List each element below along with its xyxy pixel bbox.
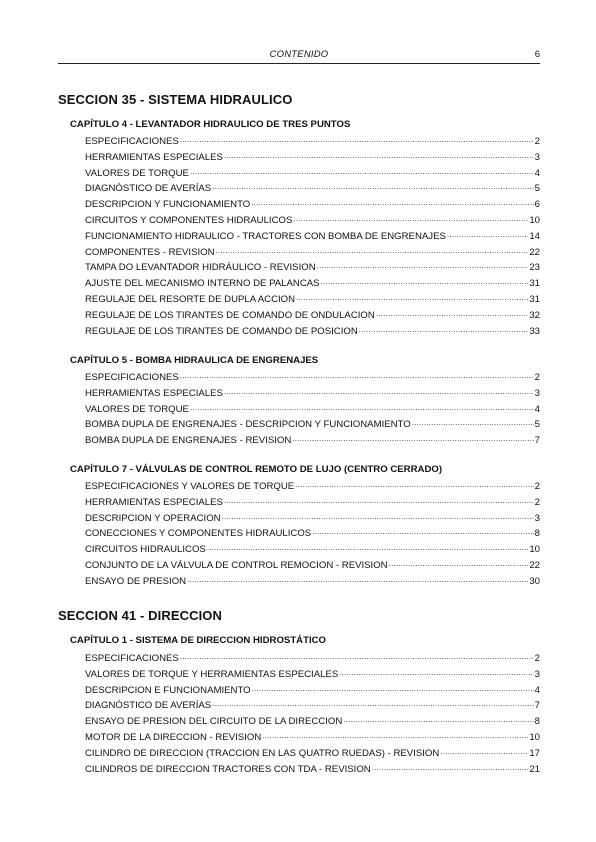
header-title: CONTENIDO [269, 49, 329, 60]
toc-entry-page: 22 [529, 246, 540, 258]
toc-entry-page: 2 [534, 372, 540, 383]
toc-entry-label: HERRAMIENTAS ESPECIALES [85, 151, 223, 163]
dot-leader [252, 683, 534, 694]
toc-entry-label: CIRCUITOS Y COMPONENTES HIDRAULICOS [85, 214, 293, 226]
dot-leader [389, 558, 529, 569]
dot-leader [224, 495, 534, 506]
toc-entry-label: MOTOR DE LA DIRECCION - REVISION [85, 731, 262, 743]
toc-entry-page: 7 [534, 700, 540, 712]
toc-entry-label: ESPECIFICACIONES Y VALORES DE TORQUE [85, 481, 295, 492]
dot-leader [224, 150, 534, 161]
toc-entry-page: 2 [534, 496, 540, 508]
toc-entry[interactable] [85, 435, 540, 451]
toc-entry-page: 5 [534, 183, 540, 195]
toc-entry-page: 2 [534, 136, 540, 147]
chapter-title-35-7: CAPÍTULO 7 - VÁLVULAS DE CONTROL REMOTO DE LUJO (CENTRO CERRADO) [70, 464, 443, 475]
chapter-title-41-1: CAPÍTULO 1 - SISTEMA DE DIRECCION HIDROSTÁTICO [70, 635, 327, 646]
toc-entry-label: VALORES DE TORQUE [85, 167, 189, 179]
toc-entry-label: BOMBA DUPLA DE ENGRENAJES - REVISION [85, 435, 292, 447]
page-number: 6 [534, 49, 540, 60]
dot-leader [372, 762, 529, 773]
toc-entry-label: ESPECIFICACIONES [85, 653, 179, 664]
toc-entry-label: CONJUNTO DE LA VÁLVULA DE CONTROL REMOCION - REVISION [85, 559, 388, 571]
toc-entry-label: HERRAMIENTAS ESPECIALES [85, 496, 223, 508]
toc-entry-label: CILINDRO DE DIRECCION (TRACCION EN LAS QUATRO RUEDAS) - REVISION [85, 747, 440, 759]
toc-entry-page: 3 [534, 512, 540, 524]
toc-entry-page: 3 [534, 668, 540, 680]
dot-leader [343, 714, 533, 725]
toc-entry-page: 32 [529, 309, 540, 321]
dot-leader [312, 526, 533, 537]
toc-entry-label: CILINDROS DE DIRECCION TRACTORES CON TDA - REVISION [85, 763, 371, 775]
toc-entry-page: 10 [529, 731, 540, 743]
toc-entry-label: DIAGNÓSTICO DE AVERÍAS [85, 700, 212, 712]
toc-entry-label: CONECCIONES Y COMPONENTES HIDRAULICOS [85, 528, 312, 540]
dot-leader [190, 402, 534, 413]
toc-entry-label: REGULAJE DEL RESORTE DE DUPLA ACCION [85, 293, 296, 305]
dot-leader [321, 276, 529, 287]
dot-leader [376, 308, 529, 319]
dot-leader [190, 166, 534, 177]
dot-leader [296, 292, 528, 303]
toc-entry-page: 5 [534, 419, 540, 431]
toc-entry-label: CIRCUITOS HIDRAULICOS [85, 544, 206, 556]
page-header [58, 47, 540, 64]
toc-entry-label: COMPONENTES - REVISION [85, 246, 215, 258]
toc-entry-label: VALORES DE TORQUE Y HERRAMIENTAS ESPECIALES [85, 668, 339, 680]
toc-entry-page: 2 [534, 653, 540, 664]
dot-leader [207, 542, 529, 553]
dot-leader [187, 574, 528, 585]
dot-leader [447, 229, 528, 240]
toc-entry-page: 23 [529, 262, 540, 274]
dot-leader [222, 511, 534, 522]
dot-leader [212, 181, 533, 192]
dot-leader [359, 324, 529, 335]
toc-entry-page: 2 [534, 481, 540, 492]
toc-entry-page: 10 [529, 214, 540, 226]
toc-entry-label: DESCRIPCION Y FUNCIONAMIENTO [85, 199, 251, 211]
toc-entry-label: BOMBA DUPLA DE ENGRENAJES - DESCRIPCION Y FUNCIONAMIENTO [85, 419, 411, 431]
toc-entry-label: TAMPA DO LEVANTADOR HIDRÁULICO - REVISION [85, 262, 316, 274]
dot-leader [212, 698, 533, 709]
toc-entry[interactable] [85, 576, 540, 592]
toc-entry-page: 6 [534, 199, 540, 211]
toc-entry-page: 14 [529, 230, 540, 242]
dot-leader [180, 134, 534, 145]
toc-entry-page: 7 [534, 435, 540, 447]
dot-leader [292, 433, 533, 444]
toc-entry-page: 10 [529, 544, 540, 556]
toc-entry-label: HERRAMIENTAS ESPECIALES [85, 387, 223, 399]
section-title-35: SECCION 35 - SISTEMA HIDRAULICO [58, 92, 293, 107]
dot-leader [339, 667, 533, 678]
toc-entry-page: 31 [529, 278, 540, 290]
section-title-41: SECCION 41 - DIRECCION [58, 608, 223, 623]
toc-entry-label: DESCRIPCION Y OPERACION [85, 512, 221, 524]
dot-leader [251, 197, 533, 208]
toc-entry-page: 8 [534, 716, 540, 728]
dot-leader [440, 746, 528, 757]
toc-entry-label: ENSAYO DE PRESION [85, 575, 187, 587]
toc-entry-page: 3 [534, 151, 540, 163]
toc-entry-page: 17 [529, 747, 540, 759]
toc-entry-page: 30 [529, 575, 540, 587]
toc-entry-page: 33 [529, 325, 540, 337]
dot-leader [180, 651, 534, 662]
toc-list-35-5 [85, 372, 540, 451]
toc-entry[interactable] [85, 764, 540, 780]
toc-entry-label: AJUSTE DEL MECANISMO INTERNO DE PALANCAS [85, 278, 320, 290]
chapter-title-35-4: CAPÍTULO 4 - LEVANTADOR HIDRAULICO DE TRES PUNTOS [70, 119, 351, 130]
toc-entry[interactable] [85, 326, 540, 342]
toc-entry-label: DIAGNÓSTICO DE AVERÍAS [85, 183, 212, 195]
toc-entry-page: 8 [534, 528, 540, 540]
dot-leader [216, 245, 529, 256]
toc-entry-label: ESPECIFICACIONES [85, 372, 179, 383]
dot-leader [412, 417, 534, 428]
toc-entry-label: FUNCIONAMIENTO HIDRAULICO - TRACTORES CON BOMBA DE ENGRENAJES [85, 230, 446, 242]
toc-entry-label: REGULAJE DE LOS TIRANTES DE COMANDO DE ONDULACION [85, 309, 375, 321]
dot-leader [317, 260, 529, 271]
toc-entry-label: VALORES DE TORQUE [85, 403, 189, 415]
dot-leader [224, 386, 534, 397]
toc-entry-page: 3 [534, 387, 540, 399]
toc-list-35-7 [85, 481, 540, 592]
toc-list-35-4 [85, 136, 540, 341]
dot-leader [262, 730, 528, 741]
toc-entry-page: 21 [529, 763, 540, 775]
dot-leader [295, 479, 533, 490]
toc-entry-page: 31 [529, 293, 540, 305]
toc-list-41-1 [85, 653, 540, 779]
toc-entry-label: ENSAYO DE PRESION DEL CIRCUITO DE LA DIRECCION [85, 716, 343, 728]
toc-entry-page: 4 [534, 403, 540, 415]
toc-entry-page: 4 [534, 684, 540, 696]
dot-leader [293, 213, 528, 224]
toc-entry-page: 22 [529, 559, 540, 571]
toc-entry-label: REGULAJE DE LOS TIRANTES DE COMANDO DE POSICION [85, 325, 358, 337]
toc-entry-label: ESPECIFICACIONES [85, 136, 179, 147]
toc-entry-page: 4 [534, 167, 540, 179]
toc-entry-label: DESCRIPCION E FUNCIONAMIENTO [85, 684, 251, 696]
chapter-title-35-5: CAPÍTULO 5 - BOMBA HIDRAULICA DE ENGRENAJES [70, 355, 319, 366]
dot-leader [180, 370, 534, 381]
